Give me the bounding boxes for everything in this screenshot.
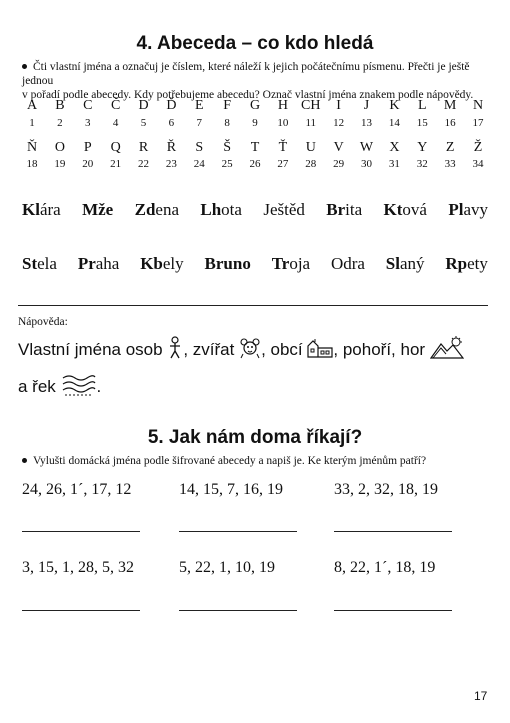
alphabet-number: 18 <box>26 158 38 170</box>
alphabet-number: 14 <box>388 117 400 129</box>
alphabet-letter: Z <box>445 140 455 155</box>
alphabet-letter: A <box>26 98 38 113</box>
alphabet-number: 24 <box>193 158 205 170</box>
alphabet-letter: Č <box>110 98 121 113</box>
town-icon <box>307 338 333 363</box>
alphabet-number: 26 <box>249 158 261 170</box>
word-initial: Kt <box>383 200 403 219</box>
word-initial: Mže <box>82 200 114 219</box>
mountain-icon <box>430 336 464 365</box>
word-rest: aha <box>95 254 120 273</box>
alphabet-letter: R <box>138 140 149 155</box>
alphabet-letter: M <box>443 98 457 113</box>
hint-animals-text: , zvířat <box>183 339 235 359</box>
answer-line-3[interactable] <box>334 531 452 532</box>
word-rest: Odra <box>330 254 365 273</box>
word-rest: aný <box>399 254 425 273</box>
alphabet-number: 28 <box>305 158 317 170</box>
alphabet-letter: Š <box>223 140 232 155</box>
hint-persons-text: Vlastní jména osob <box>18 339 163 359</box>
instruction-line-2: v pořadí podle abecedy. Kdy potřebujeme abecedu? Označ vlastní jména znakem podle nápovědy. <box>22 89 474 101</box>
word-initial: Pr <box>77 254 96 273</box>
alphabet-letter: U <box>305 140 316 155</box>
section-5-instruction <box>22 454 492 468</box>
proper-name-word <box>22 254 57 274</box>
word-initial: Rp <box>445 254 468 273</box>
word-rest: ena <box>155 200 179 219</box>
alphabet-letter: P <box>83 140 92 155</box>
proper-name-word <box>205 254 251 274</box>
hint-rivers-text: a řek <box>18 376 56 396</box>
proper-name-word <box>448 200 488 220</box>
alphabet-letter: Ť <box>278 140 288 155</box>
answer-line-6[interactable] <box>334 610 452 611</box>
word-rest: ová <box>402 200 427 219</box>
section-5-instruction-text: Vylušti domácká jména podle šifrované abecedy a napiš je. Ke kterým jménům patří? <box>33 455 427 467</box>
names-row-1 <box>22 200 488 220</box>
alphabet-number: 6 <box>168 117 175 129</box>
hint-line-1 <box>18 336 464 365</box>
proper-name-word <box>22 200 61 220</box>
alphabet-letter: Q <box>110 140 121 155</box>
alphabet-letter: CH <box>301 98 321 113</box>
alphabet-number: 16 <box>444 117 456 129</box>
proper-name-word <box>272 254 310 274</box>
code-6: 8, 22, 1´, 18, 19 <box>334 559 436 576</box>
alphabet-row-1-letters <box>22 98 488 114</box>
person-icon <box>167 336 183 365</box>
alphabet-number: 34 <box>472 158 484 170</box>
proper-name-word <box>135 200 179 220</box>
word-initial: Lh <box>200 200 222 219</box>
alphabet-number: 20 <box>82 158 94 170</box>
alphabet-letter: J <box>363 98 370 113</box>
page-number: 17 <box>474 689 488 703</box>
proper-name-word <box>82 200 113 220</box>
code-1: 24, 26, 1´, 17, 12 <box>22 481 132 498</box>
section-4-instruction <box>22 60 492 102</box>
alphabet-number: 4 <box>112 117 119 129</box>
alphabet-letter: W <box>359 140 374 155</box>
alphabet-letter: Y <box>417 140 428 155</box>
instruction-line-1: Čti vlastní jména a označuj je číslem, které náleží k jejich počátečnímu písmenu. Přečti je ještě jednou <box>22 61 470 87</box>
proper-name-word <box>445 254 488 274</box>
alphabet-number: 33 <box>444 158 456 170</box>
alphabet-letter: X <box>389 140 400 155</box>
word-initial: Br <box>326 200 346 219</box>
divider-line <box>18 305 488 306</box>
alphabet-number: 8 <box>224 117 230 129</box>
answer-line-1[interactable] <box>22 531 140 532</box>
alphabet-number: 19 <box>54 158 66 170</box>
alphabet-number: 27 <box>277 158 289 170</box>
alphabet-number: 5 <box>140 117 147 129</box>
alphabet-letter: T <box>250 140 260 155</box>
alphabet-number: 25 <box>221 158 233 170</box>
alphabet-letter: D <box>138 98 149 113</box>
alphabet-letter: E <box>194 98 204 113</box>
alphabet-letter: H <box>277 98 288 113</box>
alphabet-number: 29 <box>333 158 345 170</box>
alphabet-number: 32 <box>416 158 428 170</box>
code-3: 33, 2, 32, 18, 19 <box>334 481 438 498</box>
answer-line-2[interactable] <box>179 531 297 532</box>
word-initial: Tr <box>271 254 290 273</box>
alphabet-letter: B <box>55 98 65 113</box>
alphabet-row-2-numbers <box>22 158 488 170</box>
alphabet-row-1-numbers <box>22 117 488 129</box>
alphabet-letter: V <box>333 140 344 155</box>
animal-icon <box>239 337 261 364</box>
alphabet-number: 13 <box>361 117 372 129</box>
alphabet-letter: L <box>417 98 427 113</box>
answer-line-5[interactable] <box>179 610 297 611</box>
word-rest: oja <box>289 254 311 273</box>
hint-label: Nápověda: <box>18 316 68 328</box>
river-icon <box>61 372 97 403</box>
alphabet-number: 3 <box>85 117 91 129</box>
alphabet-letter: S <box>195 140 204 155</box>
proper-name-word <box>384 200 427 220</box>
answer-line-4[interactable] <box>22 610 140 611</box>
word-rest: ela <box>37 254 57 273</box>
word-rest: ita <box>345 200 363 219</box>
proper-name-word <box>200 200 242 220</box>
names-row-2 <box>22 254 488 274</box>
alphabet-number: 30 <box>361 158 372 170</box>
section-4-title: 4. Abeceda – co kdo hledá <box>136 33 374 54</box>
alphabet-number: 9 <box>252 117 258 129</box>
alphabet-letter: Ň <box>26 140 38 155</box>
word-rest: avy <box>463 200 488 219</box>
proper-name-word <box>140 254 183 274</box>
alphabet-letter: Ř <box>166 140 177 155</box>
proper-name-word <box>326 200 362 220</box>
word-rest: ára <box>39 200 61 219</box>
alphabet-number: 10 <box>277 117 289 129</box>
alphabet-letter: G <box>249 98 261 113</box>
word-initial: Kb <box>140 254 163 273</box>
hint-end: . <box>96 376 102 396</box>
word-initial: Zd <box>134 200 156 219</box>
alphabet-letter: Ď <box>166 98 177 113</box>
proper-name-word <box>386 254 425 274</box>
word-initial: Bruno <box>204 254 251 273</box>
alphabet-number: 7 <box>196 117 202 129</box>
word-rest: ety <box>467 254 488 273</box>
code-5: 5, 22, 1, 10, 19 <box>179 559 275 576</box>
word-initial: Sl <box>385 254 400 273</box>
alphabet-letter: C <box>83 98 93 113</box>
alphabet-number: 31 <box>388 158 400 170</box>
alphabet-number: 12 <box>333 117 345 129</box>
alphabet-number: 1 <box>29 117 35 129</box>
proper-name-word <box>78 254 120 274</box>
alphabet-number: 17 <box>472 117 484 129</box>
alphabet-number: 22 <box>138 158 149 170</box>
alphabet-number: 21 <box>110 158 122 170</box>
alphabet-row-2-letters <box>22 140 488 156</box>
hint-line-2 <box>18 372 101 403</box>
alphabet-letter: N <box>472 98 484 113</box>
hint-municipalities-text: , obcí <box>261 339 303 359</box>
word-rest: Ještěd <box>263 200 305 219</box>
bullet-icon <box>22 458 27 463</box>
word-rest: ota <box>221 200 242 219</box>
code-2: 14, 15, 7, 16, 19 <box>179 481 283 498</box>
section-5-title: 5. Jak nám doma říkají? <box>147 427 363 448</box>
word-initial: Pl <box>448 200 464 219</box>
alphabet-letter: F <box>223 98 232 113</box>
word-rest: ely <box>162 254 184 273</box>
alphabet-number: 23 <box>165 158 177 170</box>
bullet-icon <box>22 64 27 69</box>
alphabet-number: 15 <box>416 117 428 129</box>
proper-name-word <box>331 254 365 274</box>
word-initial: St <box>22 254 38 273</box>
word-initial: Kl <box>22 200 40 219</box>
hint-mountains-text: , pohoří, hor <box>333 339 426 359</box>
code-4: 3, 15, 1, 28, 5, 32 <box>22 559 134 576</box>
proper-name-word <box>263 200 305 220</box>
alphabet-letter: Ž <box>473 140 483 155</box>
alphabet-number: 2 <box>57 117 63 129</box>
alphabet-letter: O <box>54 140 65 155</box>
alphabet-letter: I <box>336 98 341 113</box>
alphabet-letter: K <box>389 98 400 113</box>
alphabet-number: 11 <box>305 117 317 129</box>
